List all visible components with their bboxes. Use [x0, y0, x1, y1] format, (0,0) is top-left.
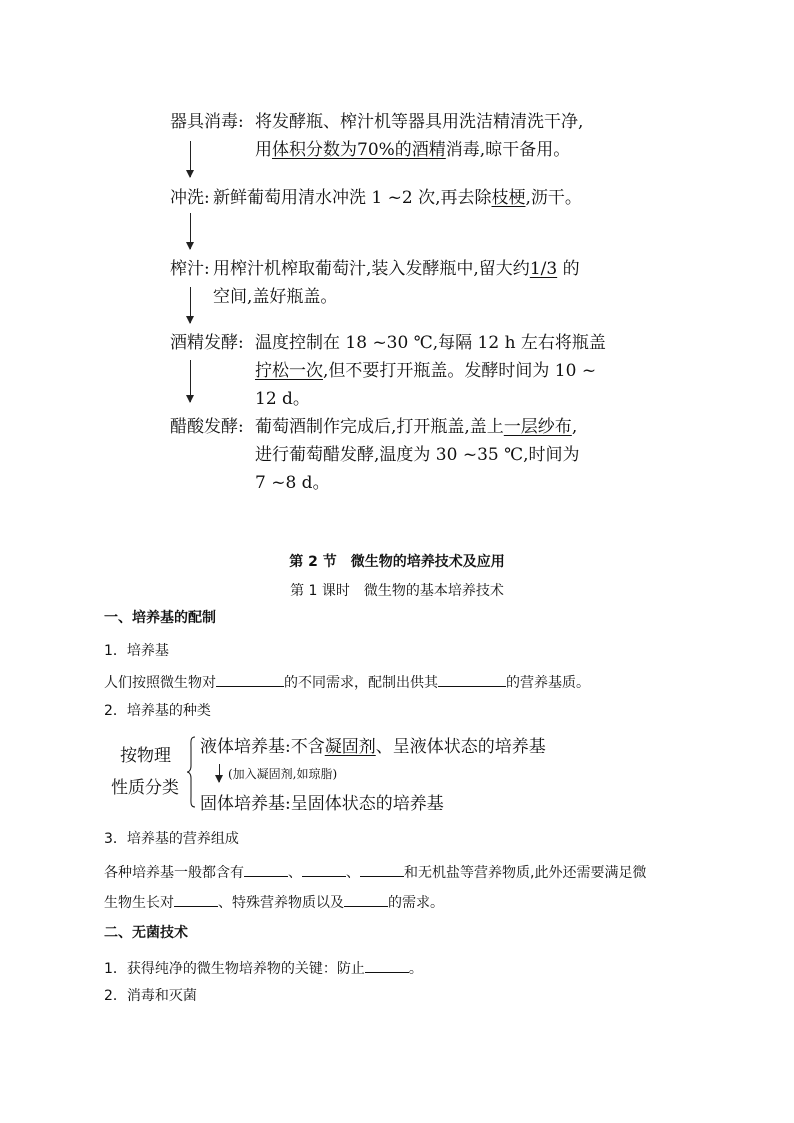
- liquid-medium: [200, 737, 546, 758]
- item1-heading: 1．培养基: [104, 643, 169, 659]
- item3-line2-a: 生物生长对: [104, 895, 174, 911]
- part2-item1: [104, 957, 423, 978]
- step5-label: 醋酸发酵:: [170, 417, 244, 437]
- step4-line2: [255, 362, 596, 381]
- blank: [344, 891, 388, 907]
- blank: [174, 891, 218, 907]
- item3-line1: [104, 861, 646, 882]
- step2-line1-post: ,沥干。: [525, 188, 582, 208]
- item3-line1-a: 各种培养基一般都含有: [104, 865, 244, 881]
- blank: [302, 861, 346, 877]
- step1-line2-post: 消毒,晾干备用。: [445, 140, 571, 160]
- flow-arrow-3: [190, 287, 191, 323]
- curly-brace: [186, 736, 196, 808]
- step4-underlined: 拧松一次: [255, 361, 323, 381]
- step5-line2: 进行葡萄醋发酵,温度为 30 ~35 ℃,时间为: [255, 445, 580, 465]
- part2-item1-pre: 1．获得纯净的微生物培养物的关键：防止: [104, 961, 365, 977]
- step3-line1-pre: 用榨汁机榨取葡萄汁,装入发酵瓶中,留大约: [213, 259, 530, 279]
- step5-line1-pre: 葡萄酒制作完成后,打开瓶盖,盖上: [255, 417, 504, 437]
- step3-label: 榨汁:: [170, 259, 210, 279]
- step5-line3: 7 ~8 d。: [255, 473, 330, 493]
- step3-line1: [213, 260, 580, 279]
- item1-text-b: 的不同需求，配制出供其: [284, 675, 438, 691]
- solid-medium: 固体培养基:呈固体状态的培养基: [200, 794, 444, 814]
- classify-arrow: [219, 764, 220, 782]
- step5-underlined: 一层纱布: [503, 417, 572, 437]
- step2-line1-pre: 新鲜葡萄用清水冲洗 1 ~2 次,再去除: [213, 188, 492, 208]
- item3-line2: [104, 891, 444, 912]
- classify-label-2: 性质分类: [111, 778, 179, 798]
- item3-line1-c: 、: [346, 865, 360, 881]
- flow-arrow-1: [190, 141, 191, 177]
- blank: [360, 861, 404, 877]
- item2-heading: 2．培养基的种类: [104, 703, 211, 719]
- step5-line1-post: ,: [571, 417, 578, 437]
- step2-label: 冲洗:: [170, 188, 210, 208]
- item3-line1-b: 、: [288, 865, 302, 881]
- step1-line2-pre: 用: [255, 140, 272, 160]
- part1-heading: 一、培养基的配制: [104, 610, 216, 626]
- step4-line1: 温度控制在 18 ~30 ℃,每隔 12 h 左右将瓶盖: [255, 333, 606, 353]
- step3-line2: 空间,盖好瓶盖。: [213, 287, 338, 307]
- item3-line2-b: 、特殊营养物质以及: [218, 895, 344, 911]
- classify-label-1: 按物理: [120, 746, 171, 766]
- lesson-subtitle: 第 1 课时 微生物的基本培养技术: [290, 583, 504, 599]
- item1-text-a: 人们按照微生物对: [104, 675, 216, 691]
- step1-line1: 将发酵瓶、榨汁机等器具用洗洁精清洗干净,: [255, 112, 584, 132]
- blank: [365, 957, 409, 973]
- section-title: 第 2 节 微生物的培养技术及应用: [289, 554, 505, 570]
- step1-underlined: 体积分数为70%的酒精: [272, 140, 446, 160]
- blank: [216, 671, 284, 687]
- item3-line2-c: 的需求。: [388, 895, 444, 911]
- blank: [244, 861, 288, 877]
- item3-line1-d: 和无机盐等营养物质,此外还需要满足微: [404, 865, 647, 881]
- step2-line1: [213, 189, 582, 208]
- step4-line2-post: ,但不要打开瓶盖。发酵时间为 10 ~: [323, 361, 597, 381]
- step4-label: 酒精发酵:: [170, 333, 244, 353]
- step3-underlined: 1/3: [529, 259, 558, 279]
- item3-heading: 3．培养基的营养组成: [104, 831, 239, 847]
- liquid-underlined: 凝固剂: [324, 737, 376, 757]
- part2-item1-post: 。: [408, 961, 423, 977]
- step4-line3: 12 d。: [255, 389, 310, 409]
- liquid-pre: 液体培养基:不含: [200, 737, 325, 757]
- part2-heading: 二、无菌技术: [104, 925, 188, 941]
- part2-item2: 2．消毒和灭菌: [104, 988, 197, 1004]
- item1-text-c: 的营养基质。: [506, 675, 590, 691]
- step2-underlined: 枝梗: [491, 188, 526, 208]
- flow-arrow-4: [190, 360, 191, 402]
- step1-line2: [255, 141, 570, 160]
- step3-line1-post: 的: [557, 259, 580, 279]
- item1-text: [104, 671, 590, 692]
- step1-label: 器具消毒:: [170, 112, 244, 132]
- arrow-note: (加入凝固剂,如琼脂): [228, 767, 338, 781]
- blank: [438, 671, 506, 687]
- step5-line1: [255, 418, 577, 437]
- flow-arrow-2: [190, 213, 191, 249]
- liquid-post: 、呈液体状态的培养基: [375, 737, 546, 757]
